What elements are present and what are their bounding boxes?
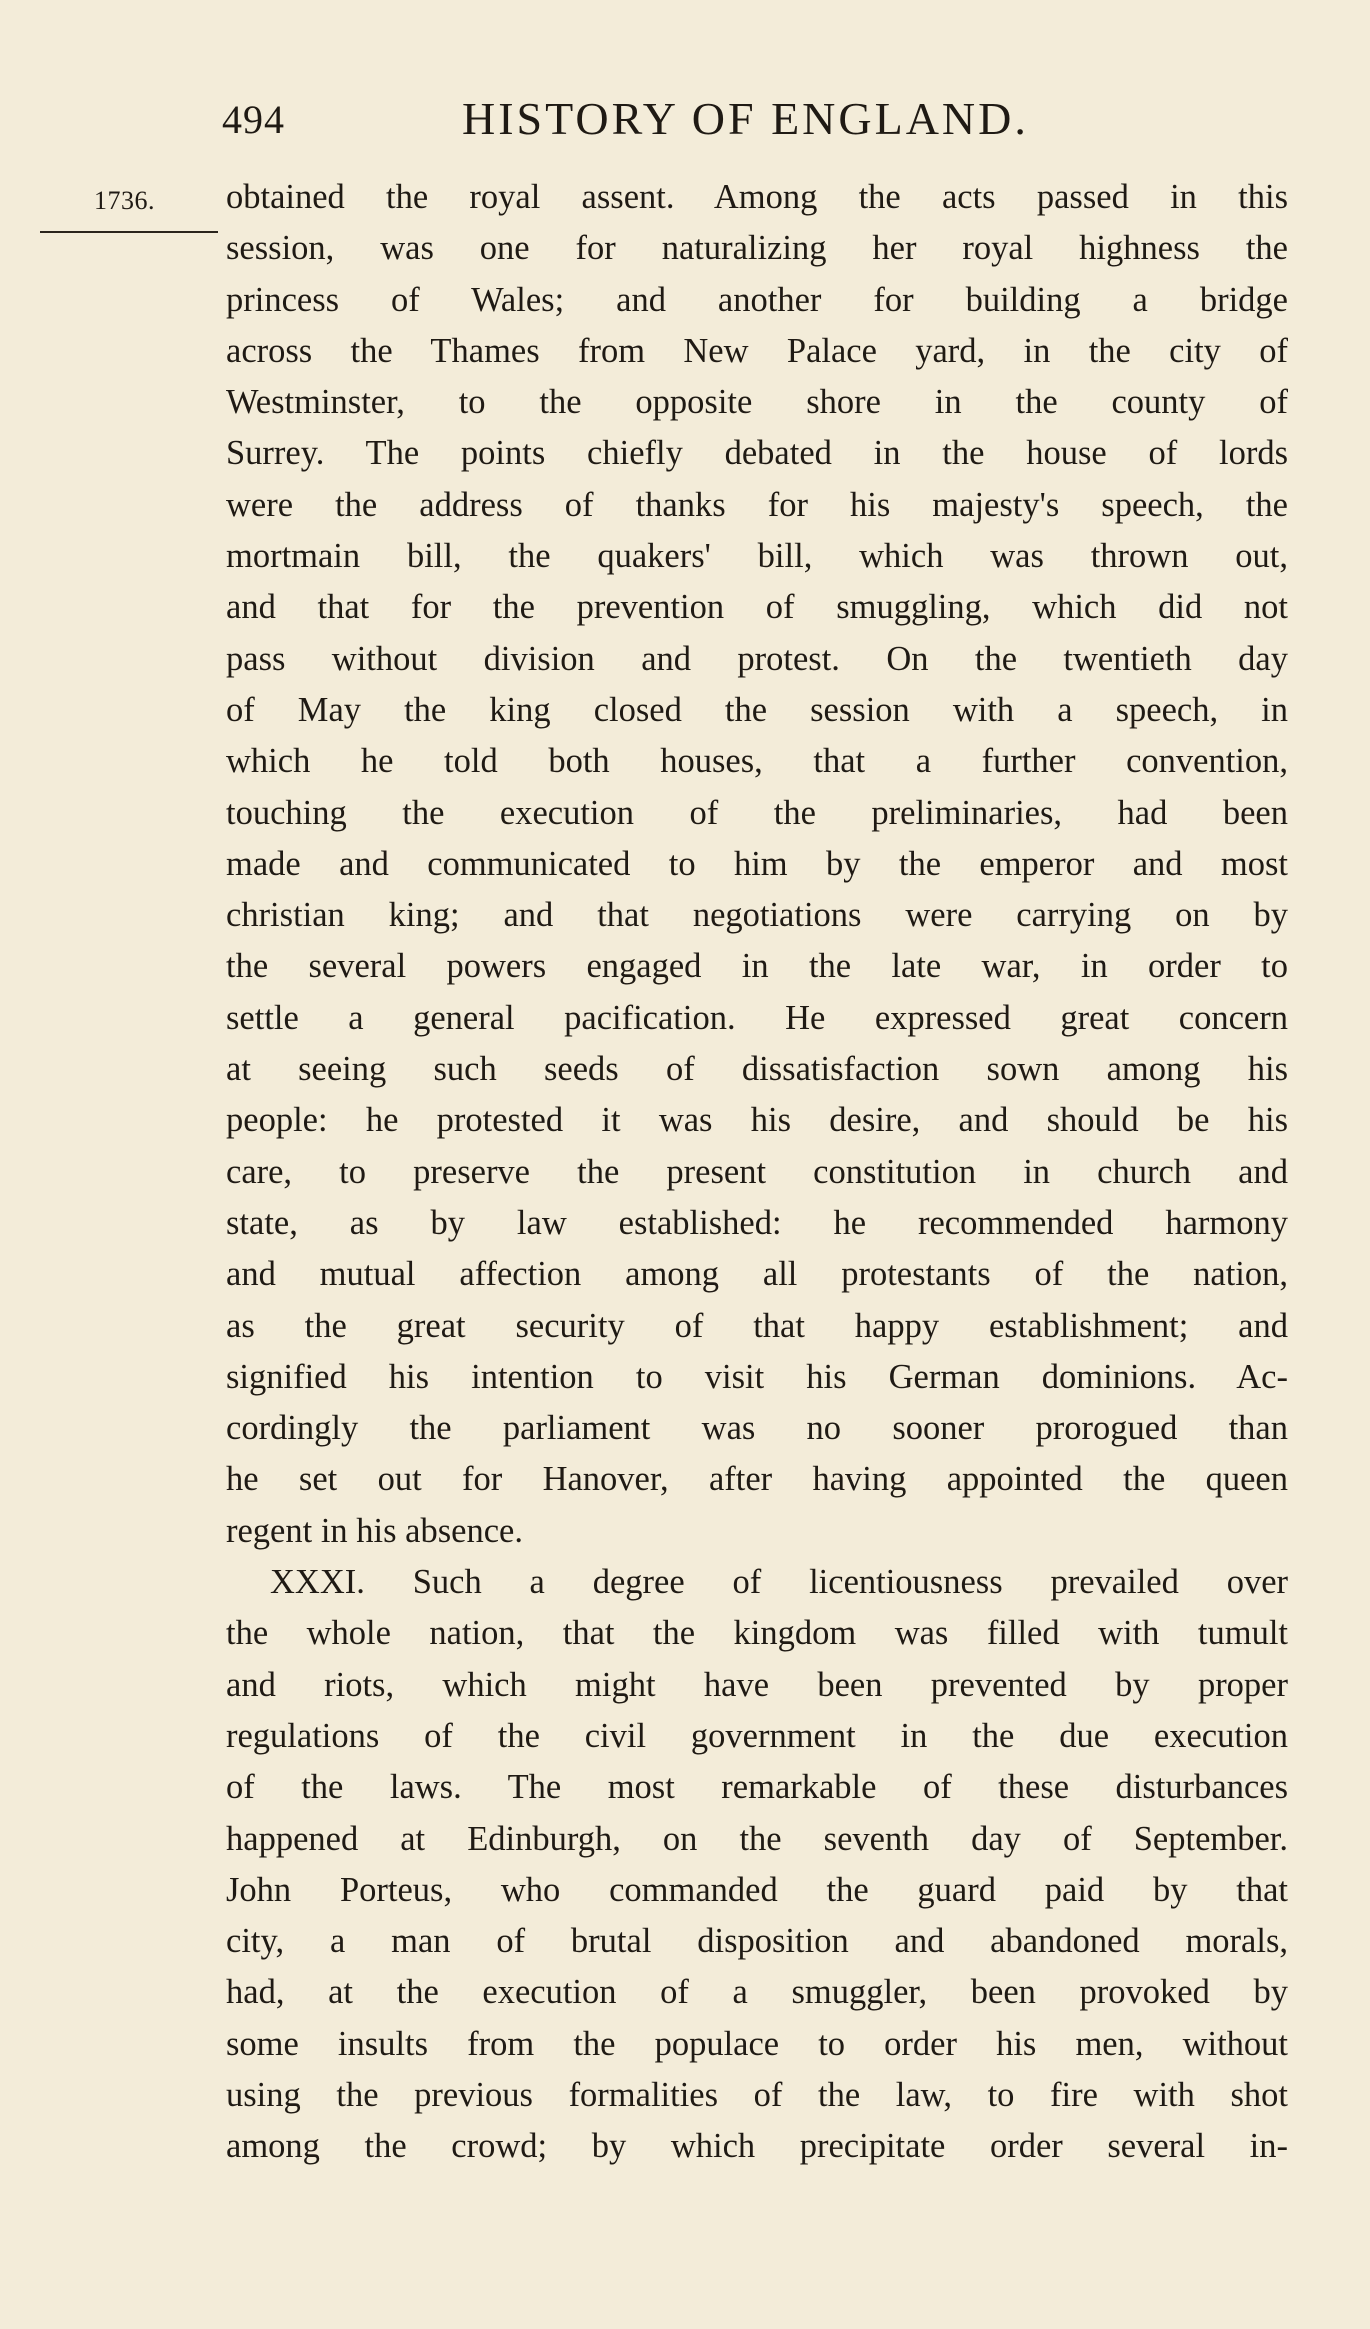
text-line: happened at Edinburgh, on the seventh day of September.	[226, 1819, 1288, 1858]
text-line: cordingly the parliament was no sooner prorogued than	[226, 1409, 1288, 1448]
text-line: settle a general pacification. He expressed great concern	[226, 998, 1288, 1037]
text-line: at seeing such seeds of dissatisfaction sown among his	[226, 1050, 1288, 1089]
section-start-line: XXXI. Such a degree of licentiousness prevailed over	[270, 1563, 1288, 1602]
text-line: using the previous formalities of the law, to fire with shot	[226, 2075, 1288, 2114]
margin-year-note: 1736.	[94, 186, 155, 215]
text-line: people: he protested it was his desire, and should be his	[226, 1101, 1288, 1140]
text-line: mortmain bill, the quakers' bill, which was thrown out,	[226, 537, 1288, 576]
page-number: 494	[222, 97, 285, 142]
text-line: some insults from the populace to order his men, without	[226, 2024, 1288, 2063]
text-line: Westminster, to the opposite shore in the county of	[226, 383, 1288, 422]
text-line: John Porteus, who commanded the guard paid by that	[226, 1870, 1288, 1909]
text-line: regulations of the civil government in the due execution	[226, 1716, 1288, 1755]
text-line: he set out for Hanover, after having appointed the queen	[226, 1460, 1288, 1499]
running-title: HISTORY OF ENGLAND.	[462, 93, 1029, 144]
text-line: among the crowd; by which precipitate order several in-	[226, 2127, 1288, 2166]
text-line: had, at the execution of a smuggler, been provoked by	[226, 1973, 1288, 2012]
text-line: and mutual affection among all protestants of the nation,	[226, 1255, 1288, 1294]
body-text	[226, 172, 1288, 2173]
margin-rule	[40, 231, 218, 233]
text-line: Surrey. The points chiefly debated in the house of lords	[226, 434, 1288, 473]
text-line: care, to preserve the present constitution in church and	[226, 1152, 1288, 1191]
text-line: of May the king closed the session with a speech, in	[226, 690, 1288, 729]
text-line: made and communicated to him by the emperor and most	[226, 844, 1288, 883]
text-line: as the great security of that happy establishment; and	[226, 1306, 1288, 1345]
text-line: christian king; and that negotiations were carrying on by	[226, 896, 1288, 935]
text-line: princess of Wales; and another for building a bridge	[226, 280, 1288, 319]
text-line: the whole nation, that the kingdom was filled with tumult	[226, 1614, 1288, 1653]
text-line: session, was one for naturalizing her royal highness the	[226, 229, 1288, 268]
text-line: pass without division and protest. On the twentieth day	[226, 639, 1288, 678]
text-line: regent in his absence.	[226, 1511, 523, 1550]
text-line: and riots, which might have been prevented by proper	[226, 1665, 1288, 1704]
text-line: city, a man of brutal disposition and abandoned morals,	[226, 1922, 1288, 1961]
text-line: the several powers engaged in the late war, in order to	[226, 947, 1288, 986]
text-line: touching the execution of the preliminaries, had been	[226, 793, 1288, 832]
text-line: and that for the prevention of smuggling, which did not	[226, 588, 1288, 627]
text-line: across the Thames from New Palace yard, in the city of	[226, 331, 1288, 370]
text-line: signified his intention to visit his German dominions. Ac-	[226, 1357, 1288, 1396]
text-line: state, as by law established: he recommended harmony	[226, 1203, 1288, 1242]
text-line: of the laws. The most remarkable of these disturbances	[226, 1768, 1288, 1807]
text-line: were the address of thanks for his majesty's speech, the	[226, 485, 1288, 524]
text-line: which he told both houses, that a further convention,	[226, 742, 1288, 781]
running-head	[0, 92, 1370, 152]
text-line: obtained the royal assent. Among the acts passed in this	[226, 178, 1288, 216]
